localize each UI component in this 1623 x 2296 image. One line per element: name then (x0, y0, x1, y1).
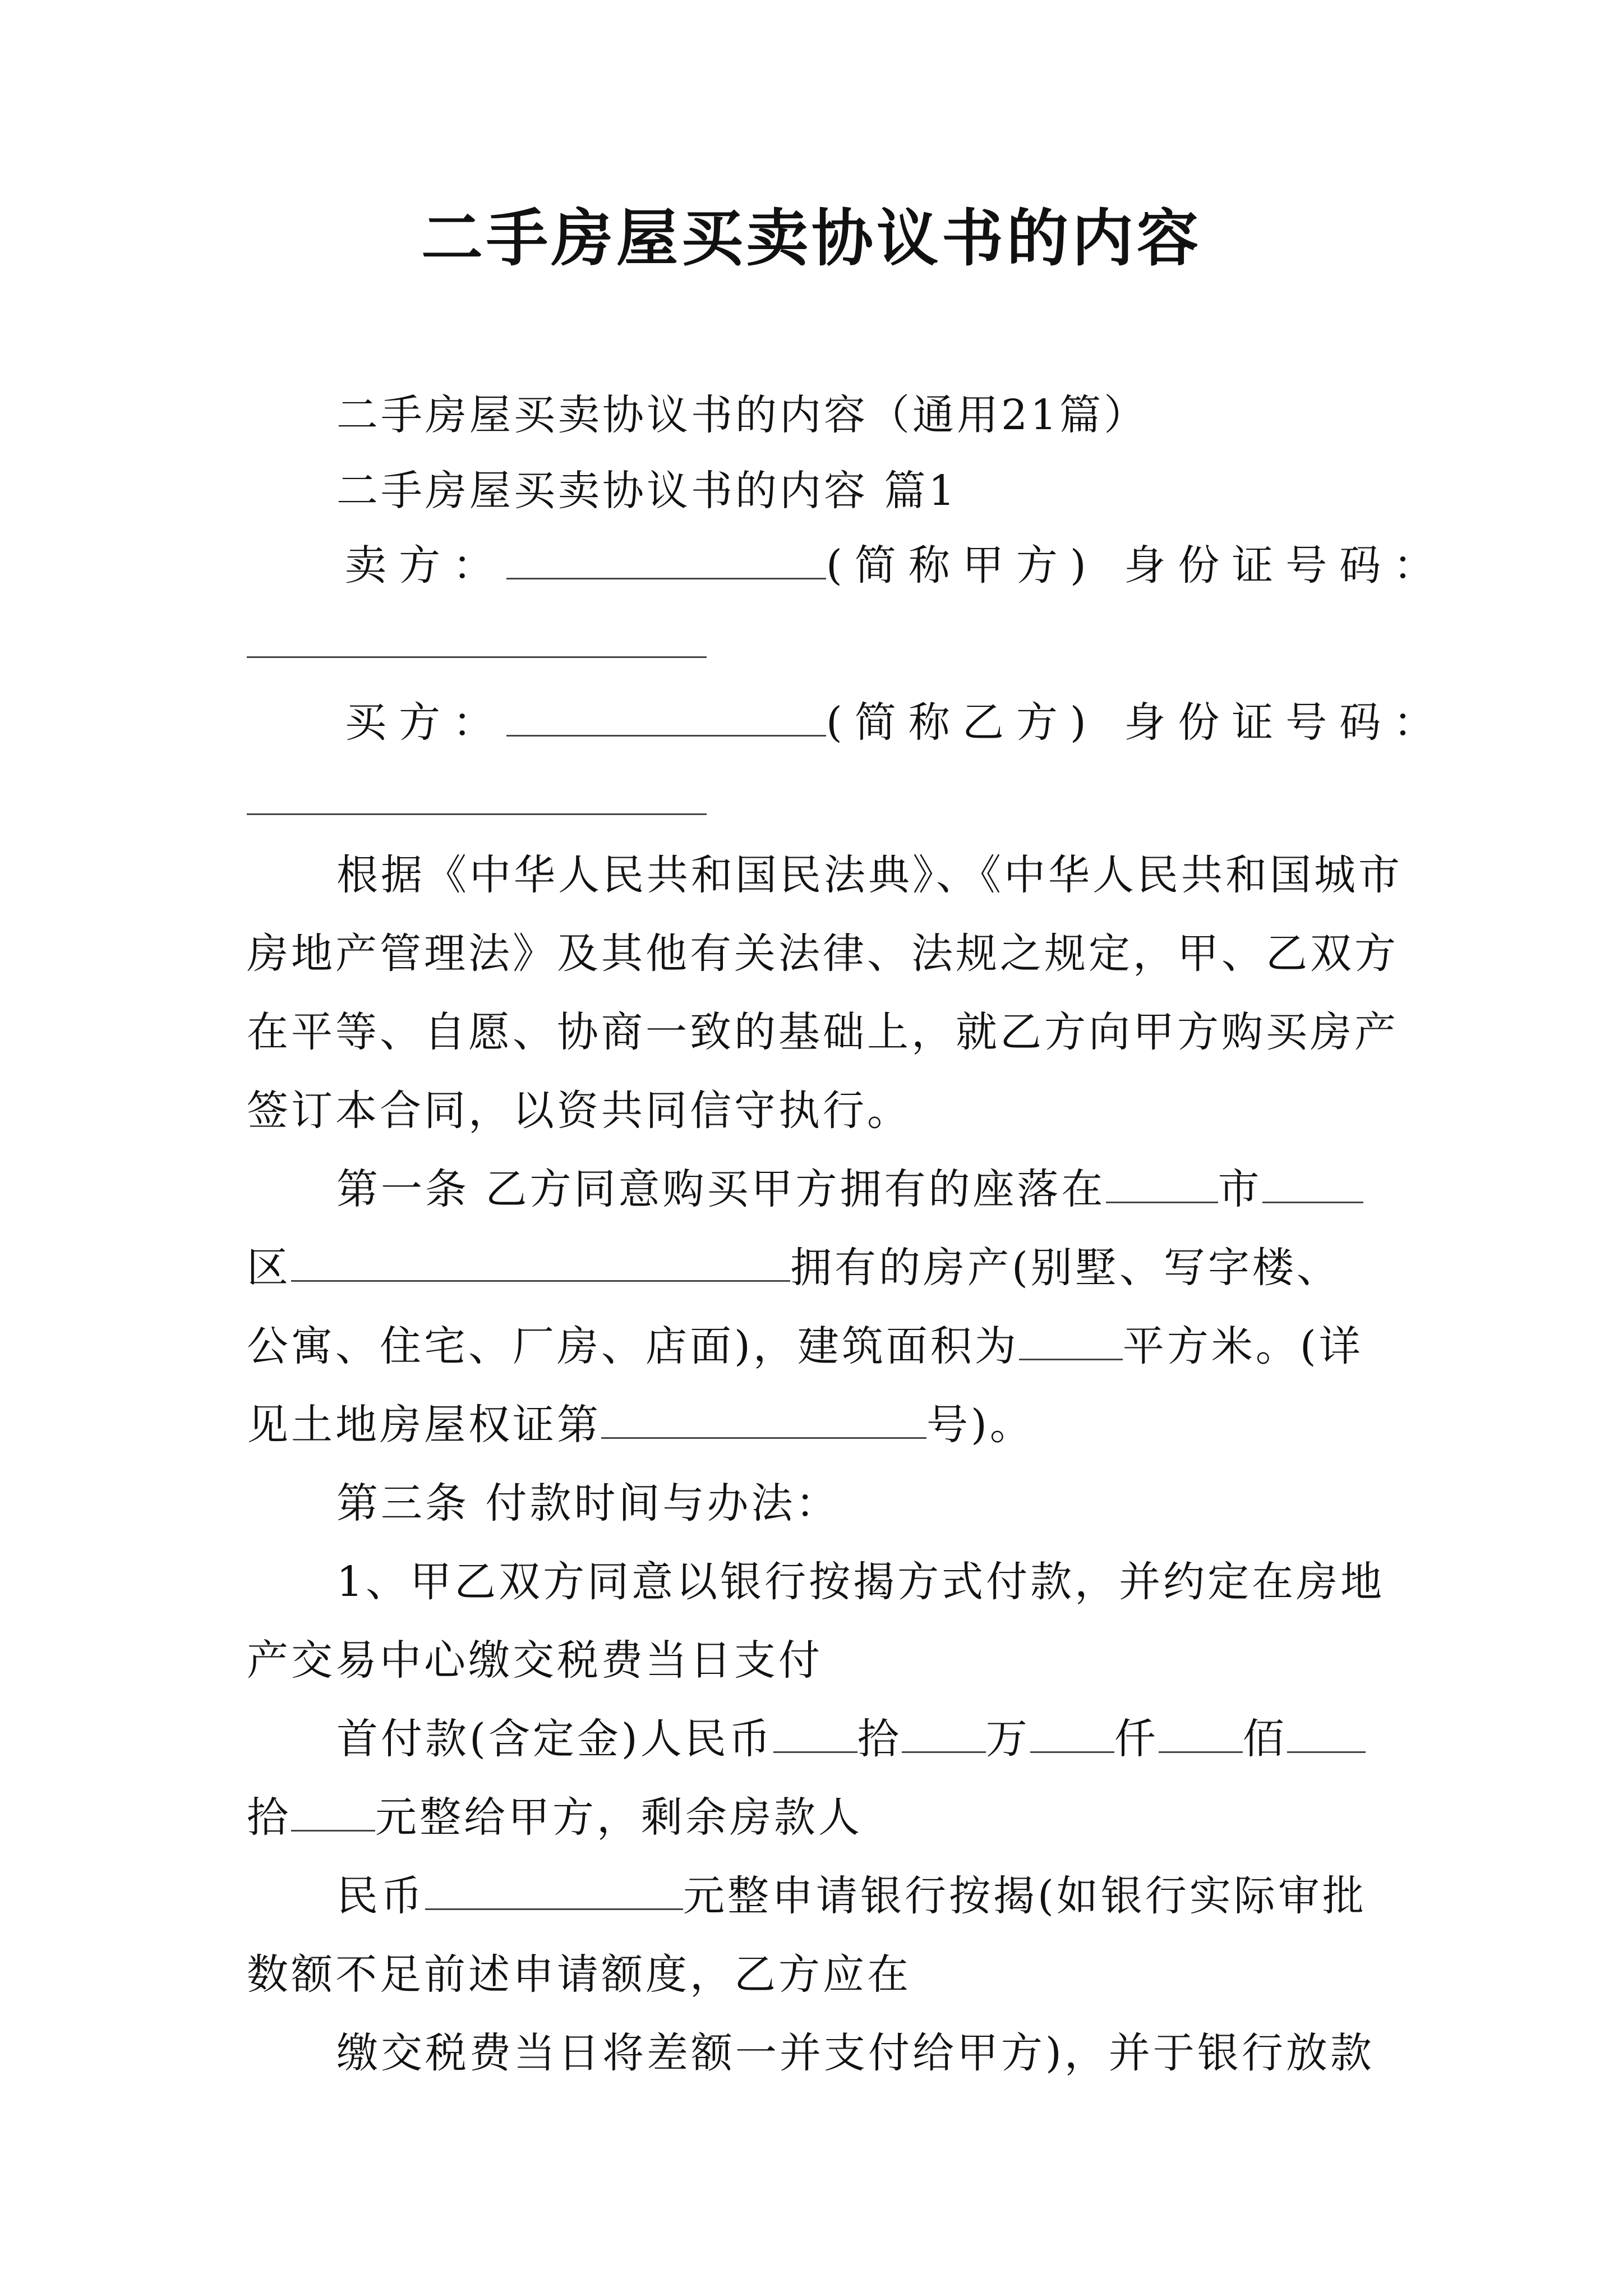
article1-text: 区 (247, 1244, 291, 1292)
article3-p3-line2: 数额不足前述申请额度，乙方应在 (247, 1950, 911, 1999)
amount-blank (773, 1718, 857, 1753)
amount-blank (1287, 1718, 1366, 1753)
article1-line-3 (247, 1318, 1363, 1374)
buyer-name-blank (506, 701, 826, 737)
seller-line (345, 537, 1447, 593)
article3-text: 拾 (857, 1715, 902, 1763)
article3-text: 佰 (1242, 1715, 1287, 1763)
amount-blank (902, 1718, 986, 1753)
intro-line-3: 在平等、自愿、协商一致的基础上，就乙方向甲方购买房产 (247, 1008, 1399, 1056)
buyer-after: (简称乙方) 身份证号码： (826, 698, 1447, 747)
seller-id-blank (247, 656, 707, 658)
seller-after: (简称甲方) 身份证号码： (826, 541, 1447, 590)
amount-blank (291, 1796, 375, 1832)
article1-text: 见土地房屋权证第 (247, 1401, 601, 1449)
document-title: 二手房屋买卖协议书的内容 (421, 202, 1202, 274)
seller-name-blank (506, 544, 826, 579)
article1-line-1 (336, 1161, 1363, 1217)
article3-text: 仟 (1114, 1715, 1159, 1763)
article1-text: 市 (1218, 1165, 1262, 1213)
seller-label: 卖方： (345, 541, 506, 590)
article3-text: 万 (985, 1715, 1030, 1763)
address-blank (291, 1246, 790, 1282)
article3-text: 首付款(含定金)人民币 (336, 1715, 773, 1763)
article3-p4: 缴交税费当日将差额一并支付给甲方)，并于银行放款 (336, 2029, 1375, 2077)
article3-text: 元整给甲方，剩余房款人 (375, 1793, 863, 1842)
article3-p1-line1: 1、甲乙双方同意以银行按揭方式付款，并约定在房地 (336, 1558, 1385, 1606)
article1-text: 公寓、住宅、厂房、店面)，建筑面积为 (247, 1322, 1019, 1370)
document-subtitle: 二手房屋买卖协议书的内容（通用21篇） (336, 391, 1149, 439)
intro-line-2: 房地产管理法》及其他有关法律、法规之规定，甲、乙双方 (247, 930, 1399, 978)
article3-heading: 第三条 付款时间与办法： (336, 1479, 840, 1527)
article3-p2-line1 (336, 1711, 1366, 1767)
article1-text: 第一条 乙方同意购买甲方拥有的座落在 (336, 1165, 1106, 1213)
article3-p1-line2: 产交易中心缴交税费当日支付 (247, 1636, 823, 1685)
intro-line-1: 根据《中华人民共和国民法典》、《中华人民共和国城市 (336, 851, 1403, 899)
article3-text: 拾 (247, 1793, 291, 1842)
district-blank (1262, 1168, 1363, 1203)
buyer-line (345, 694, 1447, 751)
article1-text: 拥有的房产(别墅、写字楼、 (790, 1244, 1341, 1292)
city-blank (1106, 1168, 1218, 1203)
article1-text: 号)。 (926, 1401, 1034, 1449)
article3-text: 元整申请银行按揭(如银行实际审批 (683, 1872, 1367, 1920)
article1-line-2 (247, 1240, 1341, 1296)
loan-amount-blank (425, 1875, 683, 1910)
article3-text: 民币 (336, 1872, 425, 1920)
area-blank (1019, 1325, 1123, 1360)
article1-line-4 (247, 1397, 1034, 1453)
section-heading: 二手房屋买卖协议书的内容 篇1 (336, 467, 958, 515)
article3-p2-line2 (247, 1789, 863, 1846)
buyer-label: 买方： (345, 698, 506, 747)
article1-text: 平方米。(详 (1122, 1322, 1363, 1370)
intro-line-4: 签订本合同，以资共同信守执行。 (247, 1087, 911, 1135)
article3-p3-line1 (336, 1868, 1367, 1924)
certificate-blank (601, 1404, 926, 1439)
amount-blank (1030, 1718, 1114, 1753)
amount-blank (1159, 1718, 1243, 1753)
buyer-id-blank (247, 813, 707, 815)
